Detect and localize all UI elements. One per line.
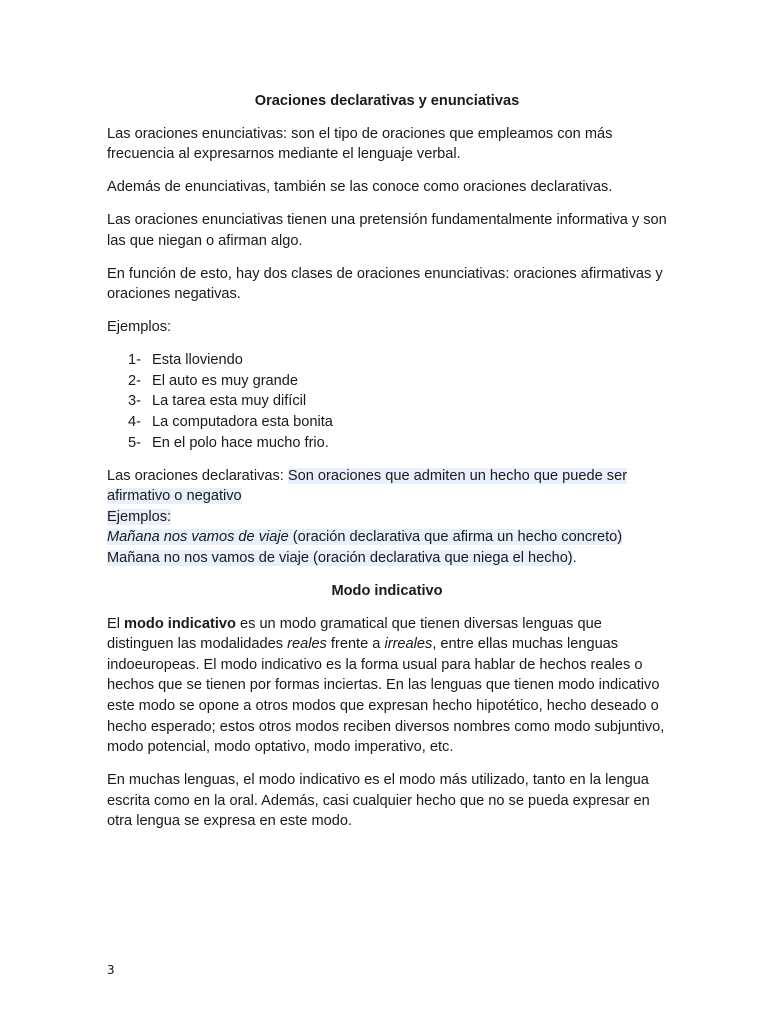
list-item bbox=[128, 371, 667, 392]
paragraph-pretension-informativa: Las oraciones enunciativas tienen una pretensión fundamentalmente informativa y son las que niegan o afirman algo. bbox=[107, 212, 667, 249]
declarativas-lead: Las oraciones declarativas: bbox=[107, 467, 288, 484]
declarativas-example-2-end: . bbox=[572, 550, 577, 567]
declarativas-section bbox=[107, 466, 667, 569]
list-item-text: La computadora esta bonita bbox=[152, 414, 333, 431]
term-irreales: irreales bbox=[384, 636, 433, 653]
declarativas-examples-label: Ejemplos: bbox=[107, 508, 172, 525]
list-item bbox=[128, 391, 667, 412]
paragraph-clases: En función de esto, hay dos clases de oraciones enunciativas: oraciones afirmativas y oraciones negativas. bbox=[107, 265, 663, 303]
list-item bbox=[128, 412, 667, 433]
document-title: Oraciones declarativas y enunciativas bbox=[254, 93, 520, 109]
declarativas-example-1-note: (oración declarativa que afirma un hecho concreto) bbox=[288, 529, 623, 546]
list-item-text: La tarea esta muy difícil bbox=[152, 393, 307, 410]
examples-label: Ejemplos: bbox=[107, 319, 172, 336]
paragraph-modo-indicativo-uso: En muchas lenguas, el modo indicativo es el modo más utilizado, tanto en la lengua escrita como en la oral. Además, casi cualquier hecho que no se pueda expresar en otra lengua se expresa en este modo. bbox=[107, 772, 650, 830]
text-run: El bbox=[107, 615, 125, 632]
paragraph-declarativas-alias: Además de enunciativas, también se las conoce como oraciones declarativas. bbox=[107, 179, 613, 196]
list-item-number: 1- bbox=[128, 352, 141, 369]
document-page bbox=[107, 91, 667, 844]
list-item-text: El auto es muy grande bbox=[152, 372, 299, 389]
term-modo-indicativo: modo indicativo bbox=[124, 615, 236, 632]
list-item-text: En el polo hace mucho frio. bbox=[152, 434, 329, 451]
paragraph-modo-indicativo-definition bbox=[107, 614, 667, 758]
text-run: , entre ellas muchas lenguas indoeuropeas. El modo indicativo es la forma usual para hablar de hechos reales o hechos que se tienen por formas inciertas. En las lenguas que tienen modo indicativo este modo se opone a otros modos que expresan hecho hipotético, hecho deseado o hecho esperado; estos otros modos reciben diversos nombres como modo subjuntivo, modo potencial, modo optativo, modo imperativo, etc. bbox=[107, 636, 665, 756]
page-number: 3 bbox=[107, 963, 115, 977]
section-title-modo-indicativo: Modo indicativo bbox=[331, 583, 443, 600]
paragraph-enunciativas-definition: Las oraciones enunciativas: son el tipo de oraciones que empleamos con más frecuencia al expresarnos mediante el lenguaje verbal. bbox=[107, 125, 613, 163]
list-item bbox=[128, 433, 667, 454]
text-run: frente a bbox=[326, 636, 385, 653]
list-item-number: 4- bbox=[128, 414, 141, 431]
list-item-text: Esta lloviendo bbox=[152, 352, 243, 369]
declarativas-example-2: Mañana no nos vamos de viaje (oración declarativa que niega el hecho) bbox=[107, 550, 573, 567]
declarativas-definition: Son oraciones que admiten un hecho que puede ser afirmativo o negativo bbox=[107, 467, 628, 505]
declarativas-example-1-italic: Mañana nos vamos de viaje bbox=[107, 529, 289, 546]
list-item-number: 3- bbox=[128, 393, 141, 410]
list-item-number: 2- bbox=[128, 372, 141, 389]
term-reales: reales bbox=[287, 636, 327, 653]
examples-list bbox=[107, 350, 667, 453]
list-item-number: 5- bbox=[128, 434, 141, 451]
list-item bbox=[128, 350, 667, 371]
text-run: es un modo gramatical que tienen diversas lenguas que distinguen las modalidades bbox=[107, 615, 602, 653]
